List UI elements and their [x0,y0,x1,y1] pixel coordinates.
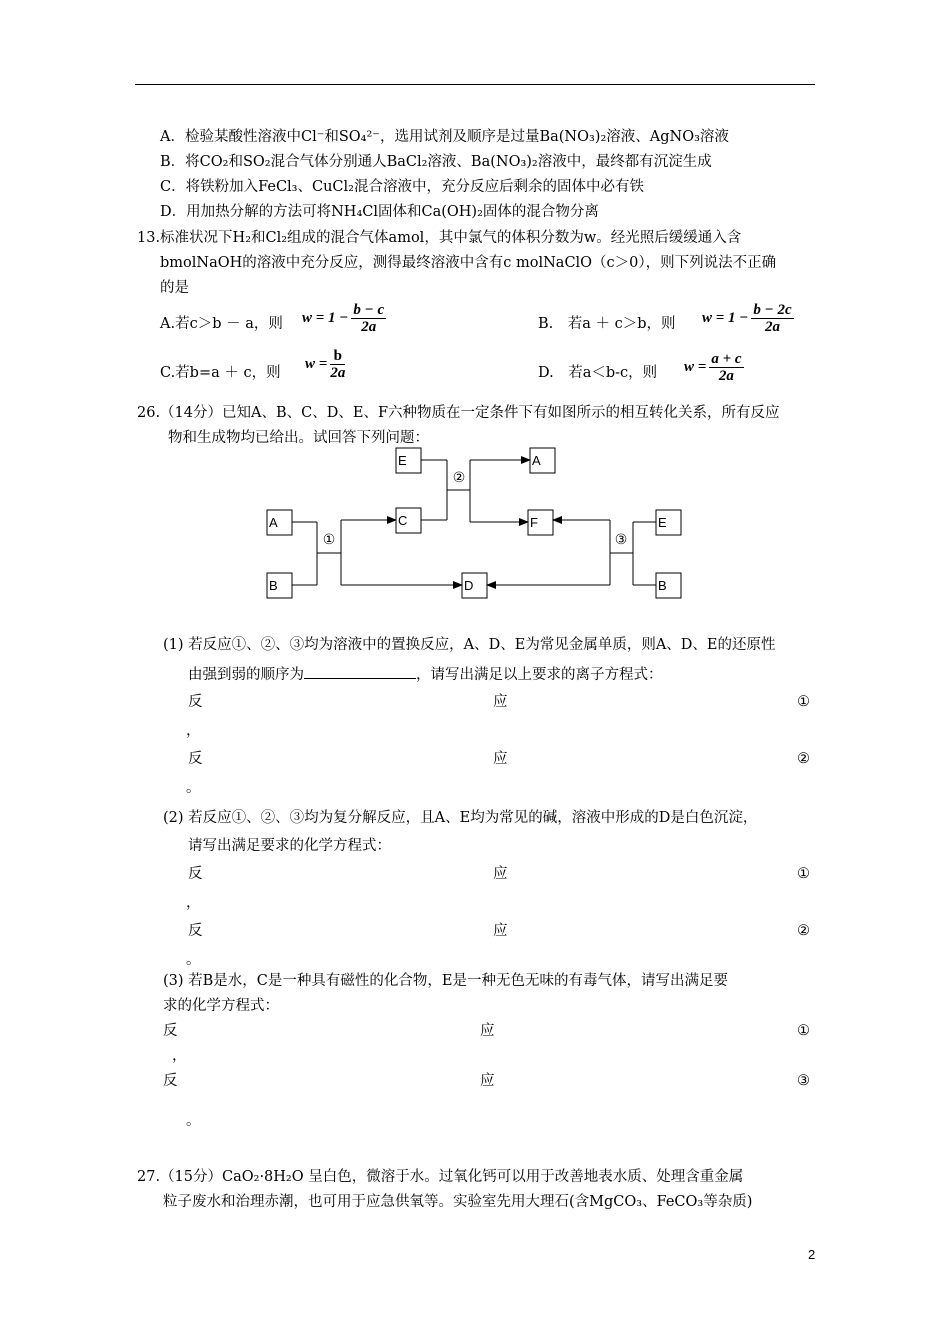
q26-part1-line1: (1) 若反应①、②、③均为溶液中的置换反应，A、D、E为常见金属单质，则A、D、E的还原性 [163,637,776,653]
part3-fan-1: 反 [163,1023,178,1039]
part3-num-3: ③ [797,1073,810,1089]
label-top-a: A [532,453,541,468]
q13-option-a: A.若c＞b － a，则 [160,316,283,332]
q26-part2-line1: (2) 若反应①、②、③均为复分解反应，且A、E均为常见的碱，溶液中形成的D是白色沉淀， [163,810,758,826]
q27-stem-line2: 粒子废水和治理赤潮，也可用于应急供氧等。实验室先用大理石(含MgCO₃、FeCO₃等杂质) [163,1194,753,1210]
part3-period: 。 [186,1113,201,1129]
q13-stem-line2: bmolNaOH的溶液中充分反应，测得最终溶液中含有c molNaClO（c＞0），则下列说法不正确 [160,255,777,271]
q27-stem-line1: 27.（15分）CaO₂·8H₂O 呈白色，微溶于水。过氧化钙可以用于改善地表水质、处理含重金属 [137,1169,744,1185]
label-top-e: E [398,453,407,468]
part2-period: 。 [186,952,201,968]
q12-option-d: D．用加热分解的方法可将NH₄Cl固体和Ca(OH)₂固体的混合物分离 [160,204,599,220]
q12-option-c: C．将铁粉加入FeCl₃、CuCl₂混合溶液中，充分反应后剩余的固体中必有铁 [160,179,644,195]
q13-stem-line3: 的是 [160,280,189,296]
q13-option-c: C.若b=a ＋ c，则 [160,365,281,381]
q26-part3-line2: 求的化学方程式： [163,998,279,1014]
part2-comma: ， [186,895,201,911]
q26-part1-line2: 由强到弱的顺序为 ，请写出满足以上要求的离子方程式： [188,664,663,685]
q13-stem-line1: 13.标准状况下H₂和Cl₂组成的混合气体amol，其中氯气的体积分数为w。经光照后缓缓通入含 [137,230,742,246]
label-right-e: E [658,515,667,530]
part1-num-2: ② [797,751,810,767]
q26-part2-line2: 请写出满足要求的化学方程式： [188,838,391,854]
part3-ying-1: 应 [480,1023,495,1039]
part1-fan-2: 反 [188,751,203,767]
part3-ying-2: 应 [480,1073,495,1089]
reaction-diagram [0,0,950,620]
circle-3: ③ [614,531,628,547]
q26-stem-line1: 26.（14分）已知A、B、C、D、E、F六种物质在一定条件下有如图所示的相互转化关系，所有反应 [137,405,780,421]
label-left-b: B [269,578,278,593]
label-c: C [398,513,408,528]
part1-ying-1: 应 [493,694,508,710]
part2-num-2: ② [797,923,810,939]
part3-fan-2: 反 [163,1073,178,1089]
circle-1: ① [322,531,336,547]
label-right-b: B [658,578,667,593]
label-f: F [530,515,538,530]
q26-part3-line1: (3) 若B是水，C是一种具有磁性的化合物，E是一种无色无味的有毒气体，请写出满足要 [163,973,728,989]
part1-ying-2: 应 [493,751,508,767]
q26-stem-line2: 物和生成物均已给出。试回答下列问题： [168,430,429,446]
page-number: 2 [808,1247,816,1262]
q13-option-b-formula: w = 1 − $\frac{b - 2c}{2a}$ [702,302,792,335]
q13-option-b: B. 若a ＋ c＞b，则 [538,316,676,332]
q13-option-a-formula: w = 1 − $\frac{b - c}{2a}$ [302,302,385,335]
circle-2: ② [452,469,466,485]
part1-period: 。 [186,780,201,796]
q13-option-d: D. 若a＜b-c，则 [538,365,658,381]
q13-option-c-formula: w = $\frac{b}{2a}$ [305,348,346,381]
part3-comma: ， [172,1048,187,1064]
q12-option-a: A．检验某酸性溶液中Cl⁻和SO₄²⁻，选用试剂及顺序是过量Ba(NO₃)₂溶液、AgNO₃溶液 [160,129,729,145]
part1-num-1: ① [797,694,810,710]
part1-comma: ， [186,723,201,739]
part2-num-1: ① [797,866,810,882]
part2-ying-2: 应 [493,923,508,939]
q12-option-b: B．将CO₂和SO₂混合气体分别通人BaCl₂溶液、Ba(NO₃)₂溶液中，最终都有沉淀生成 [160,154,712,170]
part2-ying-1: 应 [493,866,508,882]
part1-fan-1: 反 [188,694,203,710]
answer-blank[interactable] [304,664,416,679]
label-left-a: A [269,515,278,530]
part2-fan-2: 反 [188,923,203,939]
q13-option-d-formula: w = $\frac{a + c}{2a}$ [684,351,742,384]
part3-num-1: ① [797,1023,810,1039]
part2-fan-1: 反 [188,866,203,882]
label-d: D [464,578,474,593]
